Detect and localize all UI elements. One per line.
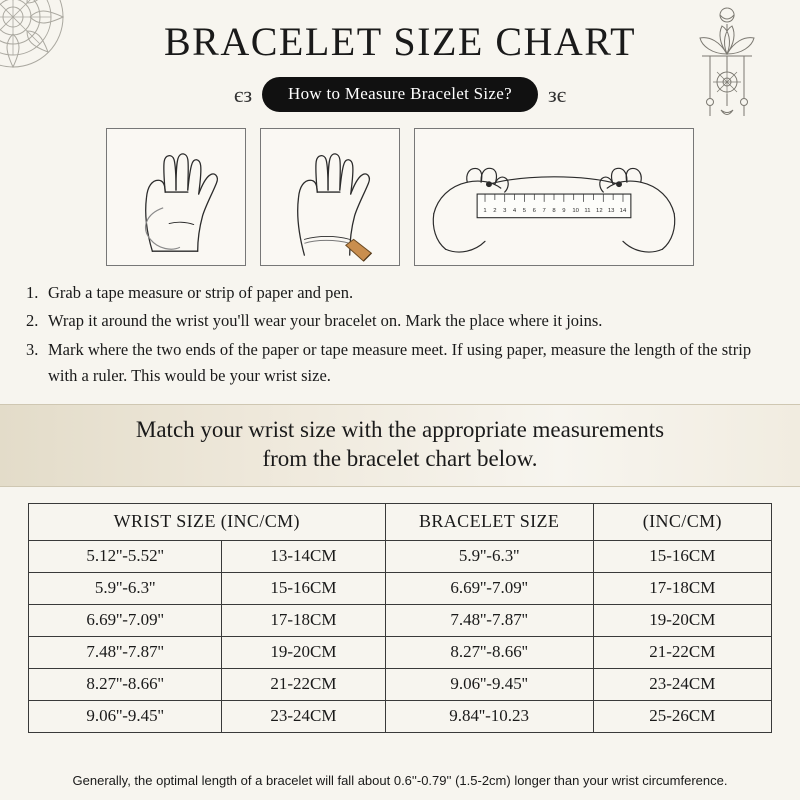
instruction-steps bbox=[26, 280, 774, 390]
size-table-wrapper bbox=[28, 503, 772, 733]
step-number: 3. bbox=[26, 339, 39, 359]
cell-wrist-inch: 8.27''-8.66'' bbox=[29, 669, 222, 701]
cell-wrist-cm: 15-16CM bbox=[222, 573, 385, 605]
hand-with-tape-strip-icon bbox=[107, 129, 245, 265]
subtitle-pill: How to Measure Bracelet Size? bbox=[262, 77, 538, 112]
table-row bbox=[29, 541, 772, 573]
cell-wrist-cm: 21-22CM bbox=[222, 669, 385, 701]
cell-wrist-inch: 6.69''-7.09'' bbox=[29, 605, 222, 637]
svg-text:1: 1 bbox=[483, 207, 487, 214]
step-text: Mark where the two ends of the paper or tape measure meet. If using paper, measure the length of the strip with a ruler. This would be your wrist size. bbox=[48, 339, 752, 386]
svg-text:3: 3 bbox=[503, 207, 507, 214]
illustration-hand-with-tape-strip bbox=[106, 128, 246, 266]
cell-bracelet-inch: 9.84''-10.23 bbox=[385, 701, 593, 733]
cell-bracelet-inch: 6.69''-7.09'' bbox=[385, 573, 593, 605]
cell-bracelet-cm: 15-16CM bbox=[593, 541, 771, 573]
subtitle-row bbox=[0, 77, 800, 112]
step-number: 1. bbox=[26, 283, 39, 302]
cell-wrist-cm: 13-14CM bbox=[222, 541, 385, 573]
flourish-left-icon: єз bbox=[233, 81, 253, 107]
svg-text:4: 4 bbox=[512, 207, 517, 214]
cell-wrist-inch: 7.48''-7.87'' bbox=[29, 637, 222, 669]
svg-text:14: 14 bbox=[619, 207, 627, 214]
cell-wrist-inch: 5.9''-6.3'' bbox=[29, 573, 222, 605]
svg-text:8: 8 bbox=[552, 207, 556, 214]
match-size-banner bbox=[0, 404, 800, 488]
cell-wrist-inch: 9.06''-9.45'' bbox=[29, 701, 222, 733]
svg-text:9: 9 bbox=[562, 207, 566, 214]
illustration-row bbox=[0, 128, 800, 266]
cell-bracelet-inch: 8.27''-8.66'' bbox=[385, 637, 593, 669]
cell-bracelet-inch: 7.48''-7.87'' bbox=[385, 605, 593, 637]
footnote: Generally, the optimal length of a bracelet will fall about 0.6''-0.79'' (1.5-2cm) longer than your wrist circumference. bbox=[72, 773, 728, 788]
table-head bbox=[29, 504, 772, 541]
table-row bbox=[29, 573, 772, 605]
table-header-row bbox=[29, 504, 772, 541]
list-item bbox=[26, 337, 774, 390]
svg-text:11: 11 bbox=[584, 207, 591, 214]
list-item bbox=[26, 308, 774, 334]
cell-bracelet-inch: 5.9''-6.3'' bbox=[385, 541, 593, 573]
page-title: BRACELET SIZE CHART bbox=[163, 19, 637, 64]
banner-line-2: from the bracelet chart below. bbox=[262, 446, 538, 472]
step-text: Wrap it around the wrist you'll wear your bracelet on. Mark the place where it joins. bbox=[48, 311, 603, 331]
column-header-wrist: WRIST SIZE (INC/CM) bbox=[29, 504, 386, 541]
table-body bbox=[29, 541, 772, 733]
cell-bracelet-cm: 25-26CM bbox=[593, 701, 771, 733]
cell-wrist-cm: 19-20CM bbox=[222, 637, 385, 669]
step-text: Grab a tape measure or strip of paper and pen. bbox=[48, 283, 354, 302]
cell-bracelet-cm: 19-20CM bbox=[593, 605, 771, 637]
svg-text:10: 10 bbox=[572, 207, 579, 214]
table-row bbox=[29, 701, 772, 733]
flourish-right-icon: зє bbox=[547, 81, 567, 107]
svg-text:13: 13 bbox=[607, 207, 615, 214]
hands-measuring-with-ruler-icon bbox=[415, 129, 693, 265]
cell-bracelet-cm: 23-24CM bbox=[593, 669, 771, 701]
column-header-bracelet-units: (INC/CM) bbox=[593, 504, 771, 541]
cell-bracelet-cm: 21-22CM bbox=[593, 637, 771, 669]
table-row bbox=[29, 637, 772, 669]
illustration-hands-measuring-with-ruler bbox=[414, 128, 694, 266]
svg-text:2: 2 bbox=[493, 207, 497, 214]
size-table bbox=[28, 503, 772, 733]
cell-wrist-cm: 23-24CM bbox=[222, 701, 385, 733]
svg-text:6: 6 bbox=[532, 207, 536, 214]
table-row bbox=[29, 605, 772, 637]
column-header-bracelet: BRACELET SIZE bbox=[385, 504, 593, 541]
banner-line-1: Match your wrist size with the appropriate measurements bbox=[135, 416, 665, 442]
svg-text:5: 5 bbox=[522, 207, 527, 214]
svg-text:7: 7 bbox=[542, 207, 546, 214]
svg-text:12: 12 bbox=[596, 207, 603, 214]
cell-bracelet-cm: 17-18CM bbox=[593, 573, 771, 605]
hand-wrapping-wrist-icon bbox=[261, 129, 399, 265]
step-number: 2. bbox=[26, 311, 39, 331]
list-item bbox=[26, 280, 774, 306]
cell-wrist-inch: 5.12''-5.52'' bbox=[29, 541, 222, 573]
cell-wrist-cm: 17-18CM bbox=[222, 605, 385, 637]
cell-bracelet-inch: 9.06''-9.45'' bbox=[385, 669, 593, 701]
table-row bbox=[29, 669, 772, 701]
illustration-hand-wrapping-wrist bbox=[260, 128, 400, 266]
